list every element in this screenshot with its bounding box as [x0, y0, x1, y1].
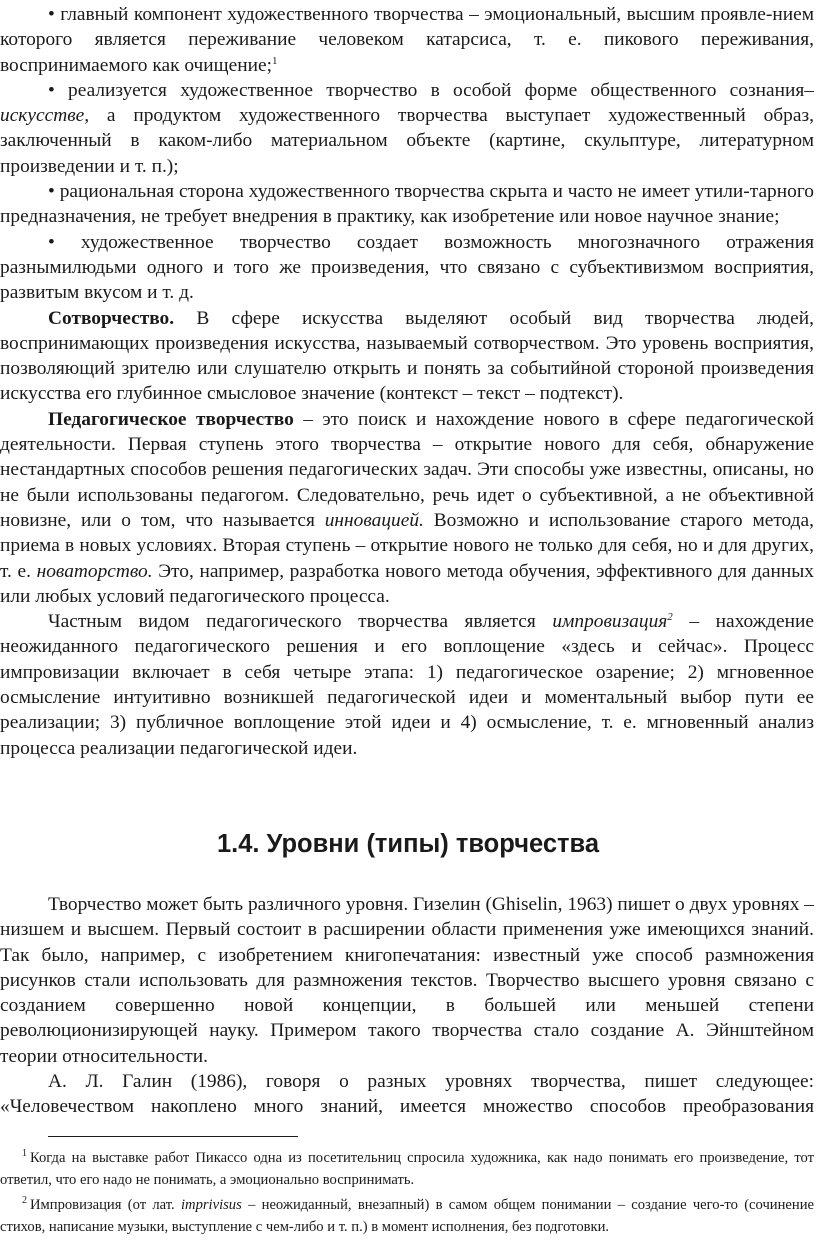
paragraph-improvisation: Частным видом педагогического творчества является импровизация$^2$ – нахождение неожиданного педагогического решения и его воплощение «здесь и сейчас». Процесс импровизации включает в себя четыре этапа: 1) педагогическое озарение; 2) мгновенное осмысление интуитивно возникшей педагогической идеи и моментальный выбор пути ее реализации; 3) публичное воплощение этой идеи и 4) осмысление, т. е. мгновенный анализ процесса реализации педагогической идеи.	[0, 611, 814, 759]
paragraph-levels: Творчество может быть различного уровня. Гизелин (Ghiselin, 1963) пишет о двух уровнях – низшем и высшем. Первый состоит в расширении области применения уже имеющихся знаний. Так было, например, с изобретением книгопечатания: известный уже способ размножения рисунков стали использовать для размножения текстов. Творчество высшего уровня связано с созданием совершенно новой концепции, в большей или меньшей степени революционизирующей науку. Примером такого творчества стало создание А. Эйнштейном теории относительности.	[0, 894, 814, 1067]
paragraph-galin: А. Л. Галин (1986), говоря о разных уровнях творчества, пишет следующее: «Человечеством накоплено много знаний, имеется множество способов преобразования	[0, 1071, 814, 1118]
bullet-emotional: • главный компонент художественного творчества – эмоциональный, высшим проявле-нием которого является переживание человеком катарсиса, т. е. пикового переживания, воспринимаемого как очищение;$^1$	[0, 4, 814, 76]
main-text-block	[0, 2, 814, 761]
footnote-2: $^2$ Импровизация (от лат. imprivisus – неожиданный, внезапный) в самом общем понимании – создание чего-то (сочинение стихов, написание музыки, выступление с чем-либо и т. п.) в момент исполнения, без подготовки.	[0, 1195, 814, 1235]
bullet-rational-side: • рациональная сторона художественного творчества скрыта и часто не имеет утили-тарного предназначения, не требует внедрения в практику, как изобретение или новое научное знание;	[0, 181, 814, 228]
footnote-1: $^1$ Когда на выставке работ Пикассо одна из посетительниц спросила художника, как надо понимать его произведение, тот ответил, что его надо не понимать, а эмоционально воспринимать.	[0, 1148, 814, 1188]
bullet-multiple-reflection: • художественное творчество создает возможность многозначного отражения разнымилюдьми одного и того же произведения, что связано с субъективизмом восприятия, развитым вкусом и т. д.	[0, 231, 814, 304]
term-cocreation: Сотворчество.	[48, 307, 175, 329]
paragraph-cocreation: Сотворчество. В сфере искусства выделяют особый вид творчества людей, воспринимающих произведения искусства, называемый сотворчеством. Это уровень восприятия, позволяющий зрителю или слушателю открыть и понять за событийной стороной произведения искусства его глубинное смысловое значение (контекст – текст – подтекст).	[0, 307, 814, 405]
footnote-divider	[48, 1136, 298, 1137]
footnote-ref-1: 1	[271, 54, 278, 67]
section-heading: 1.4. Уровни (типы) творчества	[216, 830, 600, 858]
paragraph-pedagogical-creativity: Педагогическое творчество – это поиск и нахождение нового в сфере педагогической деятельности. Первая ступень этого творчества – открытие нового для себя, обнаружение нестандартных способов решения педагогических задач. Эти способы уже известны, описаны, но не были использованы педагогом. Следовательно, речь идет о субъективной, а не объективной новизне, или о том, что называется инновацией. Возможно и использование старого метода, приема в новых условиях. Вторая ступень – открытие нового не только для себя, но и для других, т. е. новаторство. Это, например, разработка нового метода обучения, эффективного для данных или любых условий педагогического процесса.	[0, 408, 814, 607]
term-pedagogical-creativity: Педагогическое творчество	[48, 408, 294, 430]
footnote-ref-2: 2	[667, 611, 673, 624]
footnotes-block	[0, 1148, 814, 1242]
bullet-art-form: • реализуется художественное творчество в особой форме общественного сознания– искусстве, а продуктом художественного творчества выступает художественный образ, заключенный в каком-либо материальном объекте (картине, скульптуре, литературном произведении и т. п.);	[0, 79, 814, 177]
section-text-block	[0, 892, 814, 1120]
